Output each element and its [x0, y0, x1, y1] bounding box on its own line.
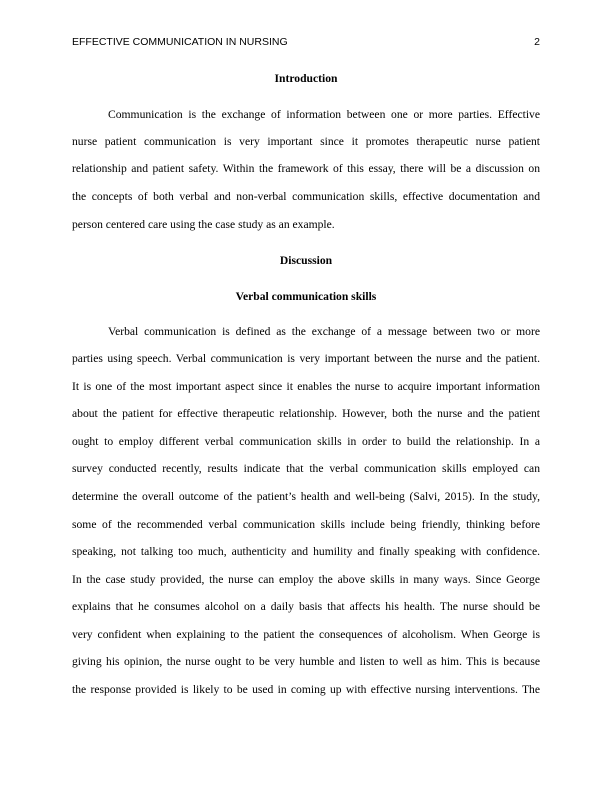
introduction-heading: Introduction [274, 72, 338, 85]
discussion-heading: Discussion [279, 254, 333, 267]
introduction-line: nurse patient communication is very important since it promotes therapeutic nurse patient [72, 135, 540, 148]
discussion-line: parties using speech. Verbal communication is very important between the nurse and the patient. [72, 352, 540, 365]
introduction-line: the concepts of both verbal and non-verbal communication skills, effective documentation and [72, 190, 540, 203]
discussion-line: giving his opinion, the nurse ought to be very humble and listen to well as him. This is because [72, 655, 540, 668]
running-head: EFFECTIVE COMMUNICATION IN NURSING [72, 36, 288, 48]
verbal-communication-subheading: Verbal communication skills [235, 290, 377, 303]
discussion-line: some of the recommended verbal communication skills include being friendly, thinking before [72, 518, 540, 531]
discussion-line: explains that he consumes alcohol on a daily basis that affects his health. The nurse should be [72, 600, 540, 613]
discussion-line: the response provided is likely to be used in coming up with effective nursing interventions. The [72, 683, 540, 696]
introduction-line: person centered care using the case study as an example. [72, 218, 335, 231]
discussion-line: survey conducted recently, results indicate that the verbal communication skills employed can [72, 462, 540, 475]
discussion-line: very confident when explaining to the patient the consequences of alcoholism. When George is [72, 628, 540, 641]
discussion-line: It is one of the most important aspect since it enables the nurse to acquire important information [72, 380, 540, 393]
introduction-line: relationship and patient safety. Within the framework of this essay, there will be a discussion on [72, 162, 540, 175]
discussion-line: speaking, not talking too much, authenticity and humility and finally speaking with confidence. [72, 545, 540, 558]
discussion-line: ought to employ different verbal communication skills in order to build the relationship. In a [72, 435, 540, 448]
introduction-line: Communication is the exchange of information between one or more parties. Effective [108, 108, 540, 121]
discussion-line: determine the overall outcome of the patient’s health and well-being (Salvi, 2015). In the study, [72, 490, 540, 503]
discussion-line: In the case study provided, the nurse can employ the above skills in many ways. Since George [72, 573, 540, 586]
discussion-line: about the patient for effective therapeutic relationship. However, both the nurse and the patient [72, 407, 540, 420]
page-number: 2 [534, 36, 540, 48]
discussion-line: Verbal communication is defined as the exchange of a message between two or more [108, 325, 540, 338]
